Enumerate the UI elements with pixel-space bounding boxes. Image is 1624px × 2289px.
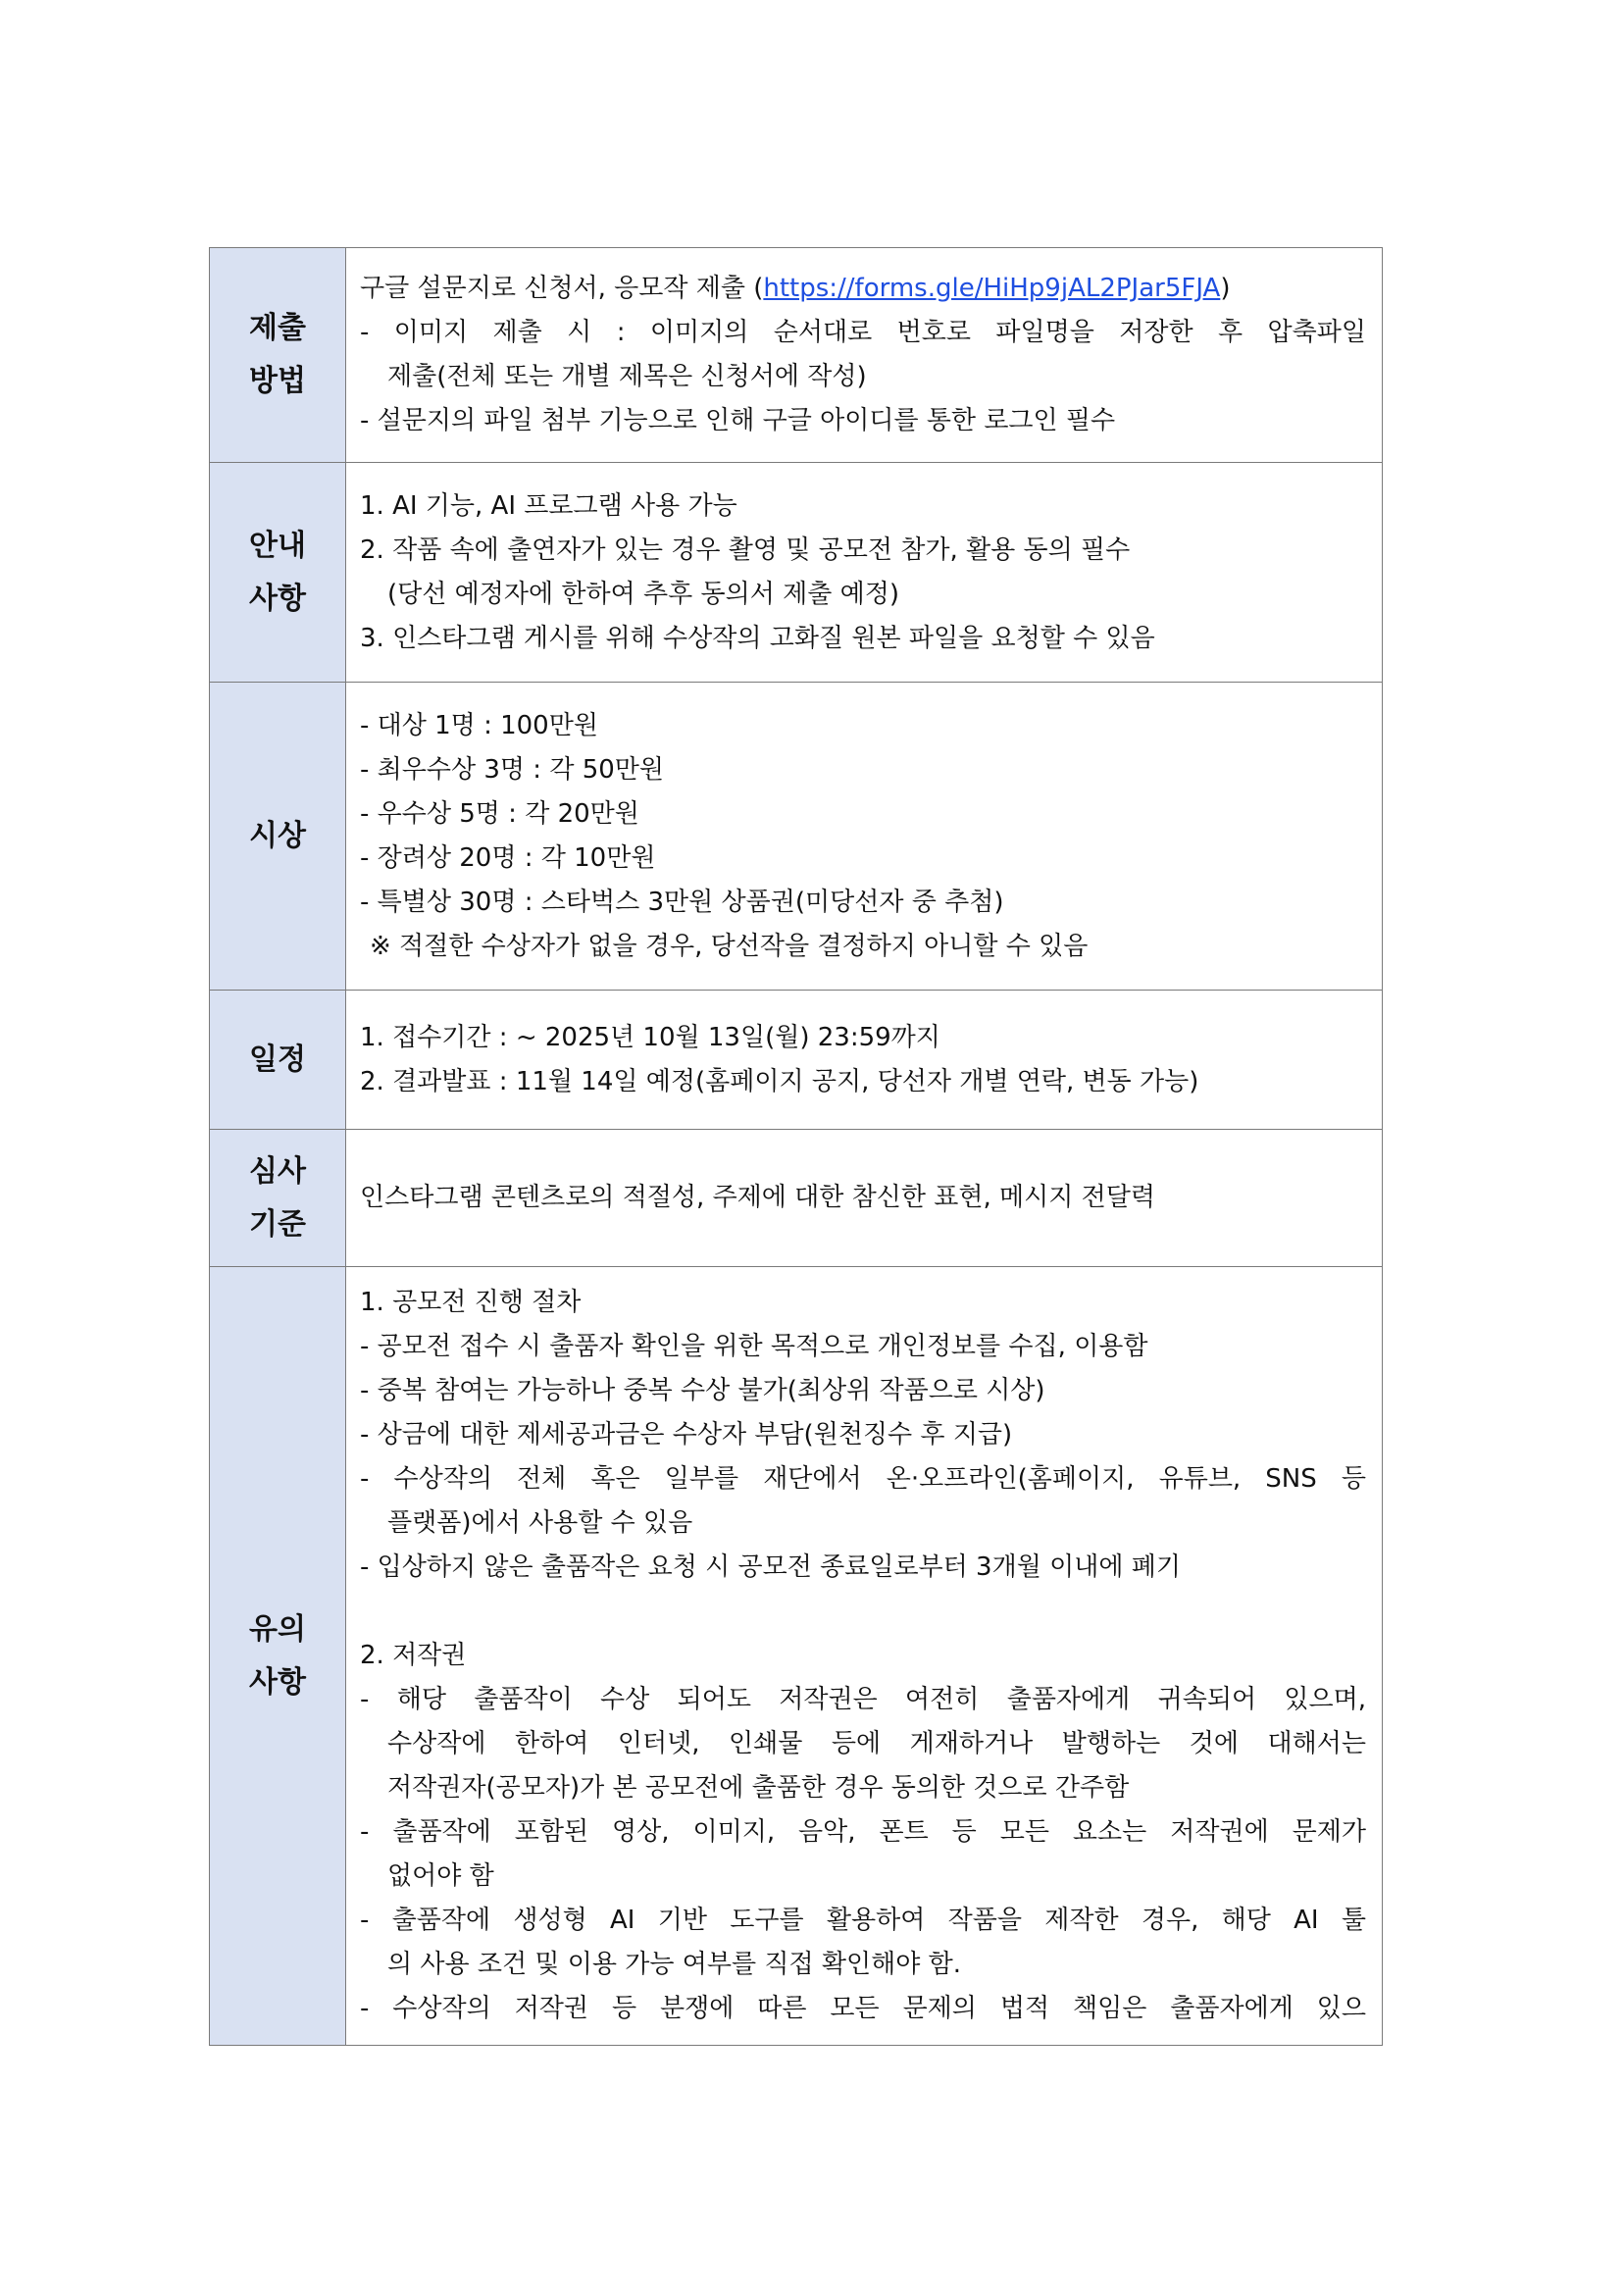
schedule-row bbox=[210, 991, 1383, 1130]
award-note: ※ 적절한 수상자가 없을 경우, 당선작을 결정하지 아니할 수 있음 bbox=[370, 931, 1089, 961]
cautions-line-4: - 수상작의 전체 혹은 일부를 재단에서 온·오프라인(홈페이지, 유튜브, SNS 등 bbox=[360, 1464, 1366, 1494]
schedule-line-2: 2. 결과발표 : 11월 14일 예정(홈페이지 공지, 당선자 개별 연락, 변동 가능) bbox=[360, 1066, 1199, 1096]
criteria-line-1: 인스타그램 콘텐츠로의 적절성, 주제에 대한 참신한 표현, 메시지 전달력 bbox=[360, 1183, 1156, 1212]
submission-content bbox=[346, 248, 1383, 463]
criteria-content bbox=[346, 1130, 1383, 1267]
cautions-line-13: 의 사용 조건 및 이용 가능 여부를 직접 확인해야 함. bbox=[387, 1950, 961, 1979]
cautions-content bbox=[346, 1267, 1383, 2046]
submission-row bbox=[210, 248, 1383, 463]
schedule-line-1: 1. 접수기간 : ~ 2025년 10월 13일(월) 23:59까지 bbox=[360, 1022, 940, 1052]
cautions-line-8: 수상작에 한하여 인터넷, 인쇄물 등에 게재하거나 발행하는 것에 대해서는 bbox=[387, 1729, 1366, 1758]
cautions-line-5: 플랫폼)에서 사용할 수 있음 bbox=[387, 1508, 693, 1538]
notice-line-2: 2. 작품 속에 출연자가 있는 경우 촬영 및 공모전 참가, 활용 동의 필수 bbox=[360, 534, 1131, 565]
cautions-line-14: - 수상작의 저작권 등 분쟁에 따른 모든 문제의 법적 책임은 출품자에게 있으 bbox=[360, 1994, 1366, 2023]
schedule-header: 일정 bbox=[210, 991, 346, 1130]
notice-line-1: 1. AI 기능, AI 프로그램 사용 가능 bbox=[360, 490, 737, 521]
awards-header: 시상 bbox=[210, 683, 346, 991]
awards-content bbox=[346, 683, 1383, 991]
cautions-spacer bbox=[360, 1590, 1366, 1634]
notice-row bbox=[210, 463, 1383, 683]
submission-header: 제출 방법 bbox=[210, 248, 346, 463]
cautions-procedure-heading: 1. 공모전 진행 절차 bbox=[360, 1288, 582, 1317]
submission-line-2: - 이미지 제출 시 : 이미지의 순서대로 번호로 파일명을 저장한 후 압축파일 bbox=[360, 318, 1366, 347]
cautions-line-1: - 공모전 접수 시 출품자 확인을 위한 목적으로 개인정보를 수집, 이용함 bbox=[360, 1332, 1148, 1361]
award-grand-prize: - 대상 1명 : 100만원 bbox=[360, 710, 598, 740]
cautions-line-10: - 출품작에 포함된 영상, 이미지, 음악, 폰트 등 모든 요소는 저작권에 문제가 bbox=[360, 1817, 1366, 1847]
notice-header: 안내 사항 bbox=[210, 463, 346, 683]
award-special: - 특별상 30명 : 스타벅스 3만원 상품권(미당선자 중 추첨) bbox=[360, 887, 1004, 917]
notice-content bbox=[346, 463, 1383, 683]
cautions-line-9: 저작권자(공모자)가 본 공모전에 출품한 경우 동의한 것으로 간주함 bbox=[387, 1773, 1130, 1803]
submission-line-1: 구글 설문지로 신청서, 응모작 제출 (https://forms.gle/HiHp9jAL2PJar5FJA) bbox=[360, 274, 1231, 303]
cautions-line-3: - 상금에 대한 제세공과금은 수상자 부담(원천징수 후 지급) bbox=[360, 1420, 1013, 1450]
submission-line-4: - 설문지의 파일 첨부 기능으로 인해 구글 아이디를 통한 로그인 필수 bbox=[360, 406, 1116, 435]
criteria-row bbox=[210, 1130, 1383, 1267]
cautions-line-11: 없어야 함 bbox=[387, 1861, 494, 1891]
cautions-line-7: - 해당 출품작이 수상 되어도 저작권은 여전히 출품자에게 귀속되어 있으며, bbox=[360, 1685, 1366, 1714]
cautions-header: 유의 사항 bbox=[210, 1267, 346, 2046]
cautions-line-6: - 입상하지 않은 출품작은 요청 시 공모전 종료일로부터 3개월 이내에 폐기 bbox=[360, 1552, 1181, 1582]
awards-row bbox=[210, 683, 1383, 991]
award-merit: - 우수상 5명 : 각 20만원 bbox=[360, 798, 639, 829]
cautions-line-12: - 출품작에 생성형 AI 기반 도구를 활용하여 작품을 제작한 경우, 해당 AI 툴 bbox=[360, 1906, 1366, 1935]
notice-line-4: 3. 인스타그램 게시를 위해 수상작의 고화질 원본 파일을 요청할 수 있음 bbox=[360, 623, 1155, 653]
cautions-copyright-heading: 2. 저작권 bbox=[360, 1641, 467, 1670]
award-excellence: - 최우수상 3명 : 각 50만원 bbox=[360, 754, 665, 785]
award-encouragement: - 장려상 20명 : 각 10만원 bbox=[360, 842, 656, 873]
google-form-link[interactable]: https://forms.gle/HiHp9jAL2PJar5FJA bbox=[763, 274, 1221, 303]
criteria-header: 심사 기준 bbox=[210, 1130, 346, 1267]
schedule-content bbox=[346, 991, 1383, 1130]
cautions-row bbox=[210, 1267, 1383, 2046]
contest-info-table bbox=[209, 247, 1383, 2046]
submission-line-3: 제출(전체 또는 개별 제목은 신청서에 작성) bbox=[387, 362, 867, 391]
notice-line-3: (당선 예정자에 한하여 추후 동의서 제출 예정) bbox=[387, 579, 899, 609]
cautions-line-2: - 중복 참여는 가능하나 중복 수상 불가(최상위 작품으로 시상) bbox=[360, 1376, 1045, 1405]
